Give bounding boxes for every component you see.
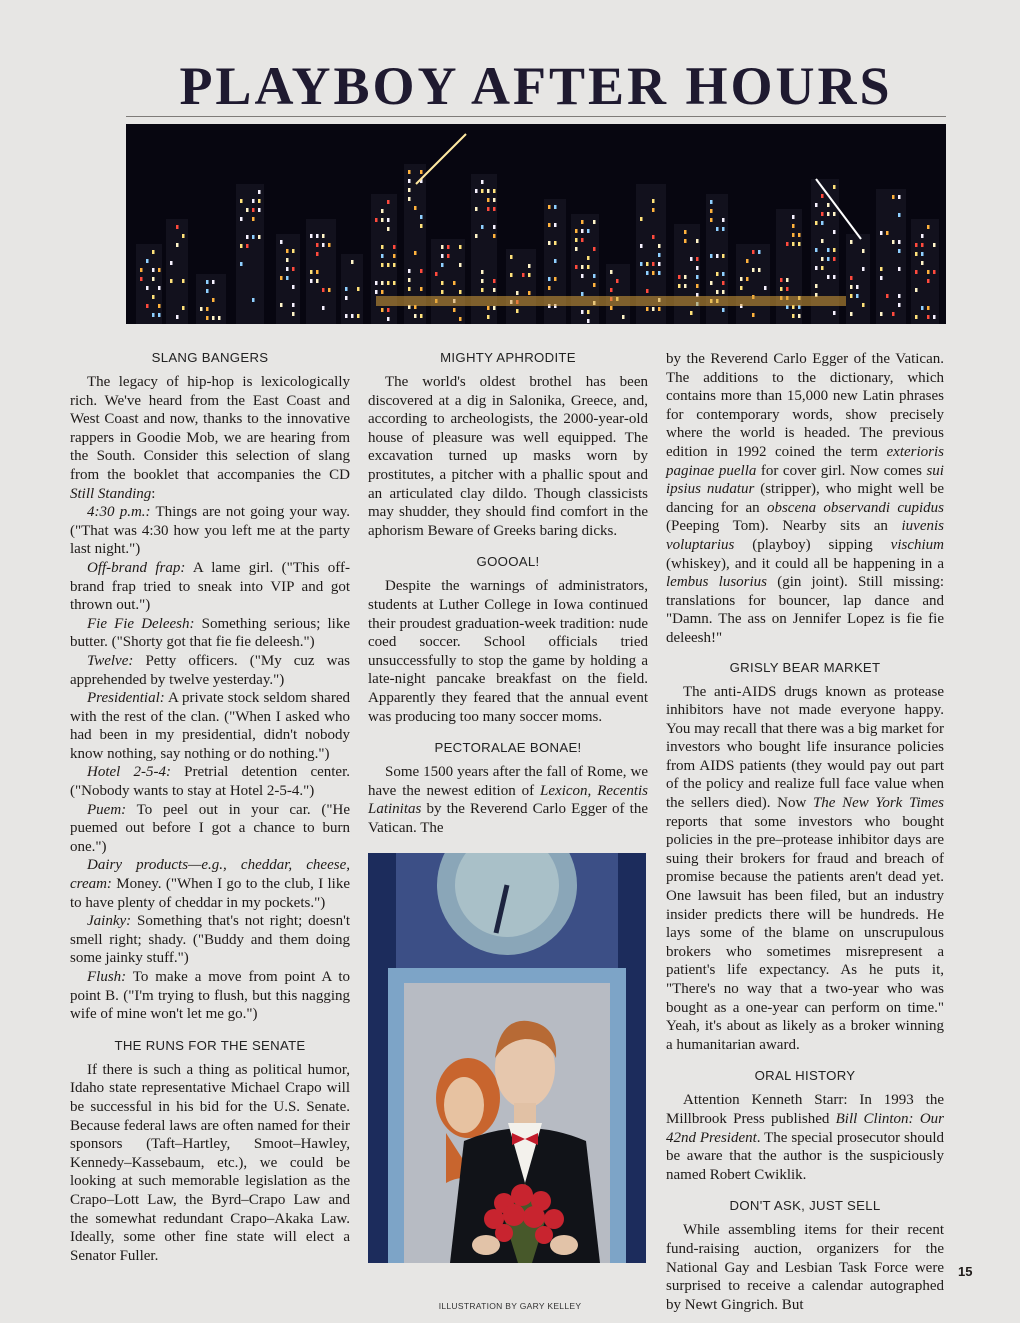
oral-body bbox=[666, 1091, 944, 1184]
sell-body: While assembling items for their recent fund-raising auction, organizers for the National Gay and Lesbian Task Force were surprised to receive a calendar autographed by Newt Gingrich. But bbox=[666, 1222, 944, 1313]
illustration-credit: ILLUSTRATION BY GARY KELLEY bbox=[438, 1301, 582, 1311]
headline-grisly-bear-market: GRISLY BEAR MARKET bbox=[729, 659, 881, 675]
latin-body-start bbox=[368, 763, 648, 837]
slang-entry bbox=[70, 503, 350, 559]
slang-entry-list bbox=[70, 503, 350, 1024]
slang-cd-title: Still Standing bbox=[70, 485, 152, 502]
article-senate bbox=[70, 1038, 350, 1266]
slang-term: Fie Fie Deleesh: bbox=[87, 615, 195, 632]
slang-entry bbox=[70, 652, 350, 689]
goooal-body: Despite the warnings of administrators, students at Luther College in Iowa continued their proudest graduation-week tradition: nude coed soccer. School officials tried unsuccessfully to stop the game by holding a late-night pancake breakfast on the field. Apparently they feared that the annual event was producing too many soccer moms. bbox=[368, 578, 648, 725]
slang-definition: A private stock seldom shared with the rest of the clan. ("When I asked who had been in my presidential, didn't nobody know nothing, say nothing or do nothing.") bbox=[70, 690, 350, 762]
bear-text-1: The anti-AIDS drugs known as protease inhibitors have not made everyone happy. You may recall that there was a big market for investors who bought life insurance policies from AIDS patients (they would pay out part of the policy and realize full face value when the sellers died). Now bbox=[666, 683, 944, 812]
column-1 bbox=[70, 350, 350, 1274]
slang-entry bbox=[70, 615, 350, 652]
slang-definition: A lame girl. ("This off-brand frap tried to sneak into VIP and got thrown out.") bbox=[70, 559, 350, 614]
headline-goooal: GOOOAL! bbox=[476, 554, 540, 570]
latin-term-gin-joint: lembus lusorius bbox=[666, 574, 768, 591]
slang-definition: Petty officers. ("My cuz was apprehended by twelve yesterday.") bbox=[70, 652, 350, 688]
headline-dont-ask-just-sell: DON'T ASK, JUST SELL bbox=[729, 1198, 881, 1214]
article-dont-ask-just-sell bbox=[666, 1198, 944, 1314]
slang-entry bbox=[70, 689, 350, 763]
bear-body bbox=[666, 683, 944, 1055]
slang-term: 4:30 p.m.: bbox=[87, 504, 151, 521]
column-2 bbox=[368, 350, 648, 1263]
slang-entry bbox=[70, 968, 350, 1024]
aphrodite-body: The world's oldest brothel has been discovered at a dig in Salonika, Greece, and, according to archeologists, the 2000-year-old house of pleasure was well equipped. The excavation turned up masks worn by prostitutes, a pitcher with a phallic spout and an articulated clay dildo. Though classicists may shudder, they should find comfort in the aphorism Beware of Greeks baring dicks. bbox=[368, 374, 648, 539]
latin-text-3: by the Reverend Carlo Egger of the Vatican. The additions to the dictionary, which contains more than 15,000 new Latin phrases for contemporary words, show precisely where the world is headed. The previous edition in 1992 coined the term bbox=[666, 351, 944, 460]
slang-term: Dairy products—e.g., cheddar, cheese, cream: bbox=[70, 857, 350, 893]
slang-intro-end: : bbox=[151, 485, 156, 502]
slang-entry bbox=[70, 912, 350, 968]
latin-text-4: for cover girl. Now comes bbox=[756, 462, 927, 479]
slang-definition: To peel out in your car. ("He puemed out before I got a chance to burn one.") bbox=[70, 801, 350, 855]
latin-term-stripper: sui ipsius nudatur bbox=[666, 462, 944, 498]
latin-text-1: Some 1500 years after the fall of Rome, we have the newest edition of bbox=[368, 764, 648, 799]
article-pectoralae-bonae-continued bbox=[666, 350, 944, 648]
slang-definition: Pretrial detention center. ("Nobody wants to stay at Hotel 2-5-4.") bbox=[70, 764, 351, 800]
article-oral-history bbox=[666, 1068, 944, 1184]
slang-term: Hotel 2-5-4: bbox=[87, 764, 171, 781]
headline-mighty-aphrodite: MIGHTY APHRODITE bbox=[440, 350, 576, 365]
article-slang-bangers bbox=[70, 350, 350, 1024]
bear-text-2: reports that some investors who bought policies in the pre–protease inhibitor days are suing their brokers for fraud and breach of promise because the patients aren't dead yet. One lawsuit has been filed, but an industry insider predicts there will be hundreds. He lays some of the blame on unscrupulous brokers who sometimes misrepresent a patient's life expectancy. As he puts it, "There's no way that a two-year who was bought as a one-year can perform on time." Yeah, it's about as likely as a broker winning a humanitarian award. bbox=[666, 813, 944, 1053]
masthead-title: PLAYBOY AFTER HOURS bbox=[179, 56, 893, 116]
oral-book-title: Bill Clinton: Our 42nd President bbox=[666, 1110, 944, 1146]
latin-term-cover-girl: exterioris paginae puella bbox=[666, 443, 944, 479]
article-grisly-bear-market bbox=[666, 660, 944, 1055]
slang-definition: Something that's not right; doesn't smell right; shady. ("Buddy and them doing some jainky stuff.") bbox=[70, 913, 350, 967]
slang-definition: Money. ("When I go to the club, I like to have plenty of cheddar in my pockets.") bbox=[70, 876, 350, 911]
oral-text-2: . The special prosecutor should be aware that the author is the suspiciously named Robert Cwiklik. bbox=[666, 1129, 944, 1183]
city-skyline-illustration bbox=[126, 124, 946, 324]
headline-slang-bangers: SLANG BANGERS bbox=[151, 350, 269, 365]
masthead-rule bbox=[126, 116, 946, 117]
page-number: 15 bbox=[958, 1264, 973, 1279]
headline-oral-history: ORAL HISTORY bbox=[754, 1068, 856, 1084]
slang-term: Twelve: bbox=[87, 652, 134, 669]
slang-intro bbox=[70, 373, 350, 503]
latin-lexicon-title: Lexicon, Recentis Latinitas bbox=[368, 782, 649, 818]
article-mighty-aphrodite bbox=[368, 350, 648, 540]
column-3 bbox=[666, 350, 944, 1323]
slang-entry bbox=[70, 801, 350, 857]
slang-entry bbox=[70, 856, 350, 912]
senate-body: If there is such a thing as political humor, Idaho state representative Michael Crapo will be successful in his bid for the U.S. Senate. Because federal laws are often named for their sponsors (Taft–Hartley, Smoot–Hawley, Kennedy–Kassebaum, etc.), we could be looking at such memorable legislation as the Crapo–Lott Law, the Byrd–Crapo Law and the somewhat redundant Crapo–Akaka Law. Ideally, some other fine state will elect a Senator Fuller. bbox=[70, 1061, 350, 1264]
latin-text-2: by the Reverend Carlo Egger of the Vatican. The bbox=[368, 801, 648, 836]
latin-term-playboy: iuvenis voluptarius bbox=[666, 518, 944, 553]
article-pectoralae-bonae bbox=[368, 740, 648, 837]
latin-text-8: (whiskey), and it could all be happening in a bbox=[666, 555, 944, 572]
man-with-roses-illustration bbox=[368, 853, 646, 1263]
slang-entry bbox=[70, 559, 350, 615]
article-goooal bbox=[368, 554, 648, 726]
latin-text-7: (playboy) sipping bbox=[734, 536, 891, 553]
latin-text-6: (Peeping Tom). Nearby sits an bbox=[666, 518, 902, 535]
latin-text-5: (stripper), who might well be dancing for an bbox=[666, 481, 944, 516]
slang-term: Puem: bbox=[87, 801, 127, 818]
slang-definition: To make a move from point A to point B. ("I'm trying to flush, but this nagging wife of mine won't let me go.") bbox=[70, 969, 350, 1023]
slang-term: Off-brand frap: bbox=[87, 559, 186, 576]
latin-term-whiskey: vischium bbox=[890, 536, 944, 553]
latin-term-peeping-tom: obscena observandi cupidus bbox=[766, 499, 944, 516]
headline-senate: THE RUNS FOR THE SENATE bbox=[114, 1037, 306, 1053]
slang-term: Jainky: bbox=[87, 913, 132, 930]
headline-pectoralae-bonae: PECTORALAE BONAE! bbox=[434, 740, 582, 756]
slang-definition: Things are not going your way. ("That was 4:30 how you left me at the party last night.") bbox=[70, 504, 350, 558]
latin-body-continued bbox=[666, 350, 944, 648]
slang-definition: Something serious; like butter. ("Shorty got that fie fie deleesh.") bbox=[70, 615, 350, 651]
latin-text-9: (gin joint). Still missing: translations for bouncer, lap dance and "Damn. The ass on Jennifer Lopez is fie fie deleesh!" bbox=[666, 574, 944, 646]
slang-intro-text: The legacy of hip-hop is lexicologically rich. We've heard from the East Coast and West Coast and now, thanks to the innovative rappers in Goodie Mob, we are hearing from the South. Consider this selection of slang from the booklet that accompanies the CD bbox=[70, 374, 350, 483]
slang-term: Flush: bbox=[87, 969, 127, 985]
slang-term: Presidential: bbox=[87, 690, 165, 707]
bear-newspaper-title: The New York Times bbox=[812, 795, 944, 812]
slang-entry bbox=[70, 763, 350, 800]
oral-text-1: Attention Kenneth Starr: In 1993 the Millbrook Press published bbox=[666, 1092, 944, 1127]
